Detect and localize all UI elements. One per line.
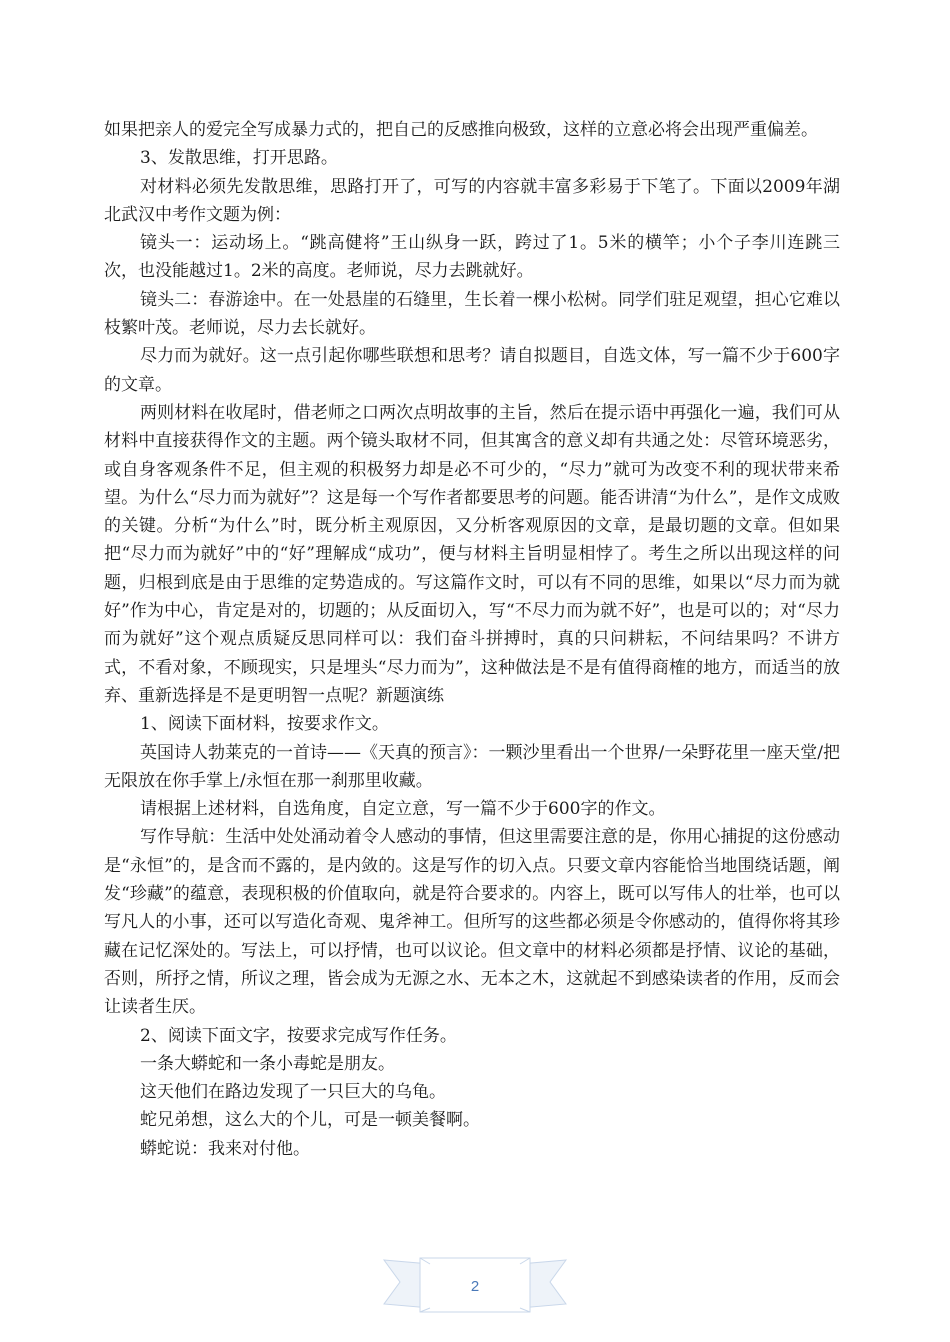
paragraph: 对材料必须先发散思维，思路打开了，可写的内容就丰富多彩易于下笔了。下面以2009年湖北武汉中考作文题为例：	[104, 176, 840, 225]
paragraph: 尽力而为就好。这一点引起你哪些联想和思考？请自拟题目，自选文体，写一篇不少于600字的文章。	[104, 346, 840, 395]
paragraph: 3、发散思维，打开思路。	[140, 148, 338, 169]
paragraph: 蟒蛇说：我来对付他。	[140, 1138, 310, 1159]
paragraph: 写作导航：生活中处处涌动着令人感动的事情，但这里需要注意的是，你用心捕捉的这份感动是“永恒”的，是含而不露的，是内敛的。这是写作的切入点。只要文章内容能恰当地围绕话题，阐发“珍藏”的蕴意，表现积极的价值取向，就是符合要求的。内容上，既可以写伟人的壮举，也可以写凡人的小事，还可以写造化奇观、鬼斧神工。但所写的这些都必须是令你感动的，值得你将其珍藏在记忆深处的。写法上，可以抒情，也可以议论。但文章中的材料必须都是抒情、议论的基础，否则，所抒之情，所议之理，皆会成为无源之水、无本之木，这就起不到感染读者的作用，反而会让读者生厌。	[104, 827, 840, 1018]
paragraph: 如果把亲人的爱完全写成暴力式的，把自己的反感推向极致，这样的立意必将会出现严重偏差。	[104, 120, 818, 140]
document-body	[104, 116, 840, 1163]
paragraph: 镜头一：运动场上。“跳高健将”王山纵身一跃，跨过了1。5米的横竿；小个子李川连跳三次，也没能越过1。2米的高度。老师说，尽力去跳就好。	[104, 233, 840, 282]
paragraph: 英国诗人勃莱克的一首诗——《天真的预言》：一颗沙里看出一个世界/一朵野花里一座天堂/把无限放在你手掌上/永恒在那一刹那里收藏。	[104, 742, 840, 791]
paragraph: 蛇兄弟想，这么大的个儿，可是一顿美餐啊。	[140, 1110, 480, 1131]
paragraph: 镜头二：春游途中。在一处悬崖的石缝里，生长着一棵小松树。同学们驻足观望，担心它难以枝繁叶茂。老师说，尽力去长就好。	[104, 289, 840, 339]
paragraph: 请根据上述材料，自选角度，自定立意，写一篇不少于600字的作文。	[140, 799, 666, 820]
paragraph: 1、阅读下面材料，按要求作文。	[140, 714, 389, 735]
paragraph: 两则材料在收尾时，借老师之口两次点明故事的主旨，然后在提示语中再强化一遍，我们可从材料中直接获得作文的主题。两个镜头取材不同，但其寓含的意义却有共通之处：尽管环境恶劣，或自身客观条件不足，但主观的积极努力却是必不可少的，“尽力”就可为改变不利的现状带来希望。为什么“尽力而为就好”？这是每一个写作者都要思考的问题。能否讲清“为什么”，是作文成败的关键。分析“为什么”时，既分析主观原因，又分析客观原因的文章，是最切题的文章。但如果把“尽力而为就好”中的“好”理解成“成功”，便与材料主旨明显相悖了。考生之所以出现这样的问题，归根到底是由于思维的定势造成的。写这篇作文时，可以有不同的思维，如果以“尽力而为就好”作为中心，肯定是对的，切题的；从反面切入，写“不尽力而为就不好”，也是可以的；对“尽力而为就好”这个观点质疑反思同样可以：我们奋斗拼搏时，真的只问耕耘，不问结果吗？不讲方式，不看对象，不顾现实，只是埋头“尽力而为”，这种做法是不是有值得商榷的地方，而适当的放弃、重新选择是不是更明智一点呢？新题演练	[104, 402, 840, 706]
page-number-ribbon	[380, 1250, 570, 1320]
paragraph: 这天他们在路边发现了一只巨大的乌龟。	[140, 1082, 446, 1103]
paragraph: 2、阅读下面文字，按要求完成写作任务。	[140, 1025, 457, 1046]
paragraph: 一条大蟒蛇和一条小毒蛇是朋友。	[140, 1053, 395, 1074]
page-number: 2	[470, 1278, 480, 1295]
